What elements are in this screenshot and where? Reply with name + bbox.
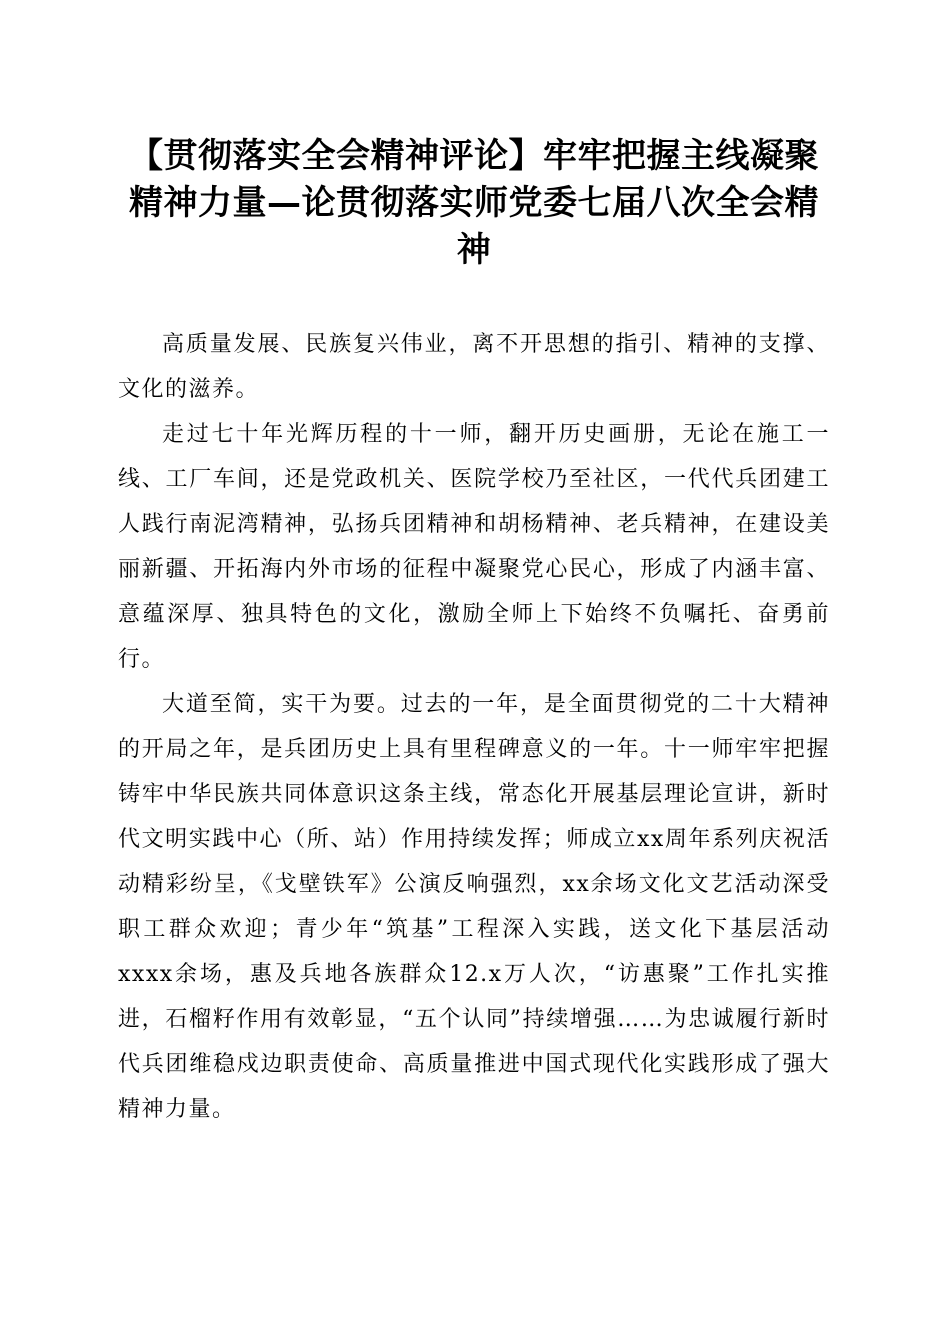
paragraph: 高质量发展、民族复兴伟业，离不开思想的指引、精神的支撑、文化的滋养。 xyxy=(118,332,830,402)
paragraph: 走过七十年光辉历程的十一师，翻开历史画册，无论在施工一线、工厂车间，还是党政机关、医院学校乃至社区，一代代兵团建工人践行南泥湾精神，弘扬兵团精神和胡杨精神、老兵精神，在建设美丽新疆、开拓海内外市场的征程中凝聚党心民心，形成了内涵丰富、意蕴深厚、独具特色的文化，激励全师上下始终不负嘱托、奋勇前行。 xyxy=(118,422,830,672)
paragraph: 大道至简，实干为要。过去的一年，是全面贯彻党的二十大精神的开局之年，是兵团历史上具有里程碑意义的一年。十一师牢牢把握铸牢中华民族共同体意识这条主线，常态化开展基层理论宣讲，新时代文明实践中心（所、站）作用持续发挥；师成立xx周年系列庆祝活动精彩纷呈，《戈壁铁军》公演反响强烈，xx余场文化文艺活动深受职工群众欢迎；青少年“筑基”工程深入实践，送文化下基层活动xxxx余场，惠及兵地各族群众12.x万人次，“访惠聚”工作扎实推进，石榴籽作用有效彰显，“五个认同”持续增强……为忠诚履行新时代兵团维稳戍边职责使命、高质量推进中国式现代化实践形成了强大精神力量。 xyxy=(118,692,830,1122)
document-body xyxy=(118,322,830,1132)
document-title: 【贯彻落实全会精神评论】牢牢把握主线凝聚精神力量—论贯彻落实师党委七届八次全会精神 xyxy=(129,136,819,270)
